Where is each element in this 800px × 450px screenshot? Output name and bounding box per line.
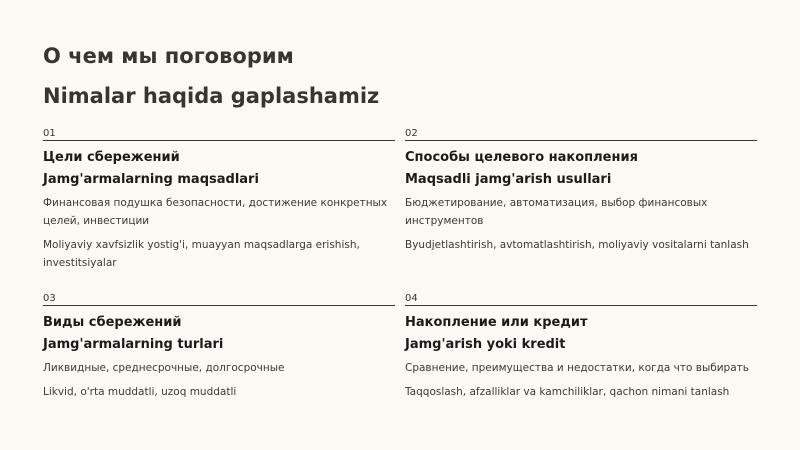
card-title-ru: Способы целевого накопления xyxy=(405,150,638,165)
page-title-uz: Nimalar haqida gaplashamiz xyxy=(43,84,380,108)
card-description-uz: Taqqoslash, afzalliklar va kamchiliklar, qachon nimani tanlash xyxy=(405,386,730,398)
card-description-uz: Likvid, o'rta muddatli, uzoq muddatli xyxy=(43,386,237,398)
card-title-ru: Виды сбережений xyxy=(43,315,182,330)
card-title-ru: Цели сбережений xyxy=(43,150,180,165)
card-description-uz: Byudjetlashtirish, avtomatlashtirish, moliyaviy vositalarni tanlash xyxy=(405,239,749,251)
card-number: 03 xyxy=(43,293,395,306)
card-title-uz: Jamg'arish yoki kredit xyxy=(405,337,566,352)
card-title-ru: Накопление или кредит xyxy=(405,315,588,330)
card-description-ru: Бюджетирование, автоматизация, выбор финансовых инструментов xyxy=(405,197,708,227)
card-number: 02 xyxy=(405,128,757,141)
card-number: 01 xyxy=(43,128,395,141)
card-description-ru: Финансовая подушка безопасности, достижение конкретных целей, инвестиции xyxy=(43,197,388,227)
topic-card-2 xyxy=(405,128,757,254)
topic-card-1 xyxy=(43,128,395,272)
card-number: 04 xyxy=(405,293,757,306)
card-title-uz: Maqsadli jamg'arish usullari xyxy=(405,172,612,187)
card-description-ru: Сравнение, преимущества и недостатки, когда что выбирать xyxy=(405,362,749,374)
card-description-uz: Moliyaviy xavfsizlik yostig'i, muayyan maqsadlarga erishish, investitsiyalar xyxy=(43,239,360,269)
card-title-uz: Jamg'armalarning turlari xyxy=(43,337,224,352)
card-title-uz: Jamg'armalarning maqsadlari xyxy=(43,172,259,187)
card-description-ru: Ликвидные, среднесрочные, долгосрочные xyxy=(43,362,285,374)
topic-card-3 xyxy=(43,293,395,401)
page-title-ru: О чем мы поговорим xyxy=(43,44,294,68)
topic-card-4 xyxy=(405,293,757,401)
